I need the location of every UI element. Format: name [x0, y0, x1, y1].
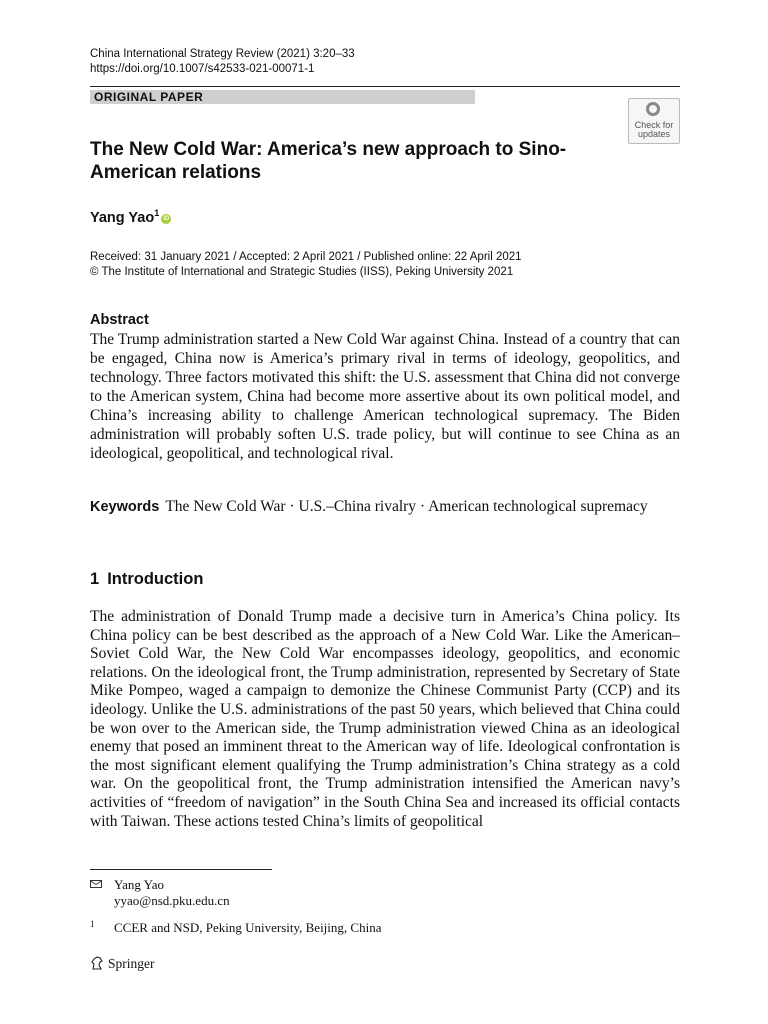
springer-horse-icon: [90, 956, 104, 970]
abstract-text: The Trump administration started a New Cold War against China. Instead of a country that can be engaged, China now is America’s primary rival in terms of ideology, geopolitics, and technology. Three factors motivated this shift: the U.S. assessment that China did not converge to the American system, China had become more assertive about its own political model, and China’s increasing ability to challenge American technological supremacy. The Biden administration will probably soften U.S. trade policy, but will continue to see China as an ideological, geopolitical, and technological rival.: [90, 331, 680, 462]
section-body-text: The administration of Donald Trump made a decisive turn in America’s China policy. Its China policy can be best described as the approach of a New Cold War. Like the American–Soviet Cold War, the New Cold War encompasses ideology, geopolitics, and economic relations. On the ideological front, the Trump administration, represented by Secretary of State Mike Pompeo, waged a campaign to demonize the Chinese Communist Party (CCP) and its ideology. Unlike the U.S. administrations of the past 50 years, which believed that China could be won over to the American side, the Trump administration viewed China as an ideological enemy that posed an imminent threat to the American way of life. Ideological confrontation is the most significant element qualifying the Trump administration’s China strategy as a cold war. On the geopolitical front, the Trump administration intensified the American navy’s activities of “freedom of navigation” in the South China Sea and increased its official contacts with Taiwan. These actions tested China’s limits of geopolitical: [90, 608, 680, 830]
crossmark-icon: [646, 102, 660, 116]
envelope-icon: [90, 880, 102, 888]
affiliation-mark: 1: [90, 919, 95, 929]
abstract-heading: Abstract: [90, 312, 149, 328]
crossmark-line2: updates: [637, 129, 671, 139]
author-affiliation-mark: 1: [154, 208, 160, 218]
journal-header: [90, 47, 355, 77]
paper-type-banner: ORIGINAL PAPER: [90, 90, 475, 104]
crossmark-line1: Check for: [634, 120, 674, 130]
orcid-icon[interactable]: iD: [163, 215, 170, 222]
section-heading: [90, 570, 203, 589]
publisher-name: Springer: [108, 956, 155, 971]
crossmark-label: [629, 121, 679, 139]
affiliation-text: CCER and NSD, Peking University, Beijing, China: [114, 920, 382, 935]
publication-info: [90, 250, 690, 280]
author-name: Yang Yao: [90, 209, 155, 226]
article-title: The New Cold War: America’s new approach to Sino-American relations: [90, 139, 567, 183]
publisher-logo: [90, 955, 155, 973]
section-number: 1: [90, 570, 100, 588]
doi-link[interactable]: https://doi.org/10.1007/s42533-021-00071-1: [90, 63, 315, 75]
keywords-text: The New Cold War · U.S.–China rivalry · American technological supremacy: [165, 498, 648, 515]
check-for-updates-badge[interactable]: [628, 98, 680, 144]
correspondence-email[interactable]: yyao@nsd.pku.edu.cn: [114, 893, 230, 908]
keywords-block: [90, 497, 680, 517]
keywords-label: Keywords: [90, 499, 160, 515]
publication-dates: Received: 31 January 2021 / Accepted: 2 April 2021 / Published online: 22 April 2021: [90, 251, 522, 263]
correspondence-name: Yang Yao: [114, 877, 164, 892]
section-title: Introduction: [107, 570, 204, 588]
copyright-line: © The Institute of International and Strategic Studies (IISS), Peking University 2021: [90, 266, 514, 278]
author-line: [90, 208, 171, 226]
header-rule: [90, 86, 680, 87]
journal-citation: China International Strategy Review (2021) 3:20–33: [90, 48, 355, 60]
footnote-rule: [90, 869, 272, 870]
